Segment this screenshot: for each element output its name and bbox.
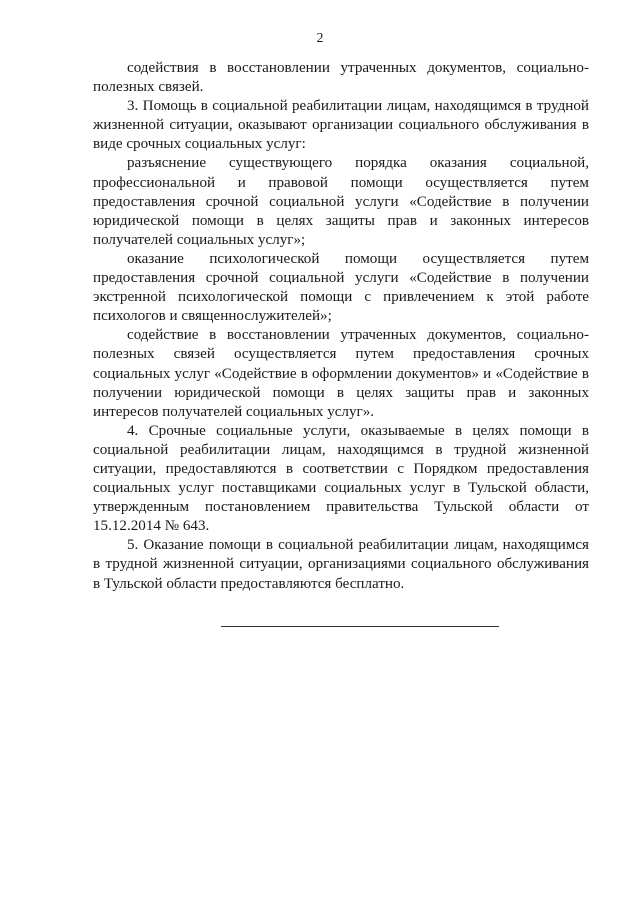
page-number: 2 [316,31,324,46]
paragraph-section-5: 5. Оказание помощи в социальной реабилитации лицам, находящимся в трудной жизненной ситуации, организациями социального обслуживания в Тульской области предоставляются бесплатно. [93,537,589,592]
paragraph-continuation: содействия в восстановлении утраченных документов, социально-полезных связей. [93,60,589,96]
list-item-document-restoration: содействие в восстановлении утраченных документов, социально-полезных связей осуществляется путем предоставления срочных социальных услуг «Содействие в оформлении документов» и «Содействие в получении юридической помощи в целях защиты прав и законных интересов получателей социальных услуг». [93,327,589,420]
list-item-legal-help: разъяснение существующего порядка оказания социальной, профессиональной и правовой помощи осуществляется путем предоставления срочной социальной услуги «Содействие в получении юридической помощи в целях защиты прав и законных интересов получателей социальных услуг»; [93,155,589,248]
paragraph-section-3: 3. Помощь в социальной реабилитации лицам, находящимся в трудной жизненной ситуации, оказывают организации социального обслуживания в виде срочных социальных услуг: [93,98,589,153]
list-item-psychological-help: оказание психологической помощи осуществляется путем предоставления срочной социальной услуги «Содействие в получении экстренной психологической помощи с привлечением к этой работе психологов и священнослужителей»; [93,250,589,325]
document-body [93,59,589,594]
end-of-document-rule [221,626,499,627]
paragraph-section-4: 4. Срочные социальные услуги, оказываемые в целях помощи в социальной реабилитации лицам, находящимся в трудной жизненной ситуации, предоставляются в соответствии с Порядком предоставления социальных услуг поставщиками социальных услуг в Тульской области, утвержденным постановлением правительства Тульской области от 15.12.2014 № 643. [93,422,589,535]
